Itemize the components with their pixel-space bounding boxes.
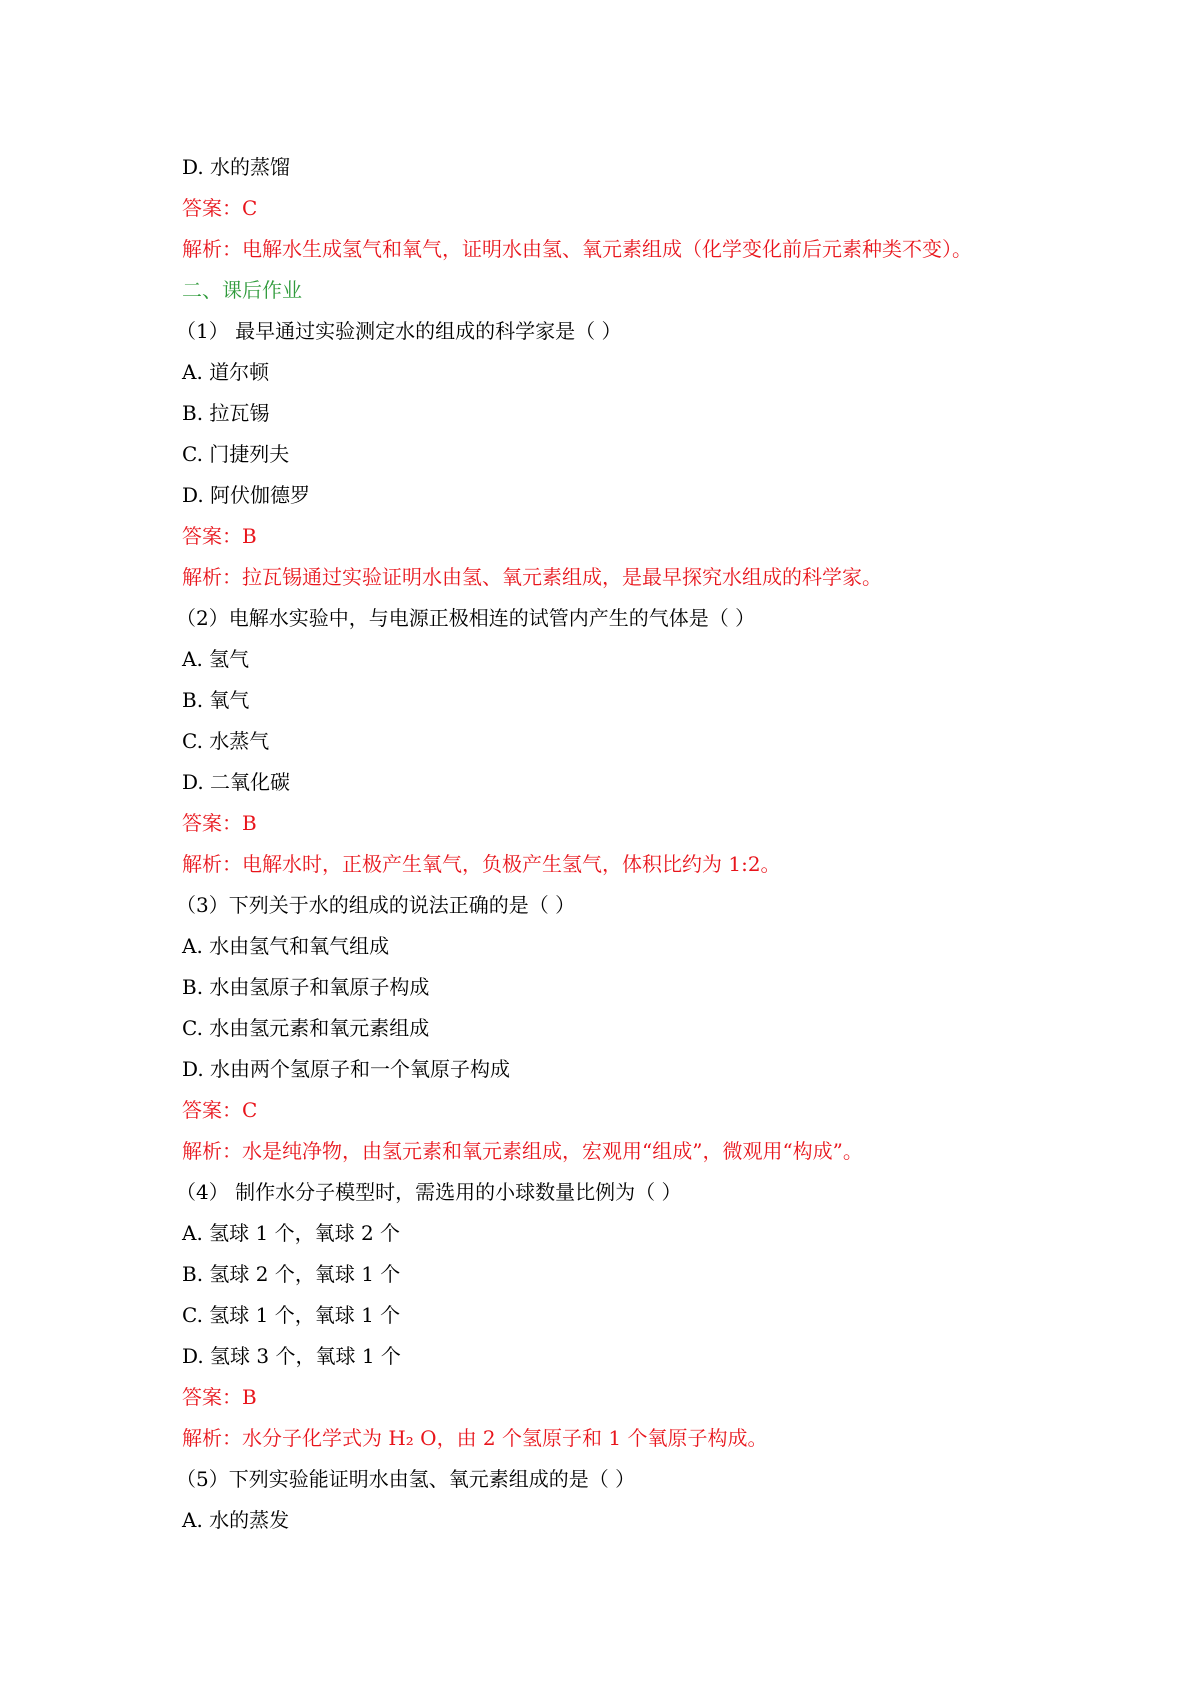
q4-explanation: 解析：水分子化学式为 H₂ O，由 2 个氢原子和 1 个氧原子构成。 bbox=[182, 1426, 768, 1450]
q3-option-d: D. 水由两个氢原子和一个氧原子构成 bbox=[182, 1057, 511, 1081]
q2-option-c: C. 水蒸气 bbox=[182, 729, 270, 753]
q2-option-d: D. 二氧化碳 bbox=[182, 770, 291, 794]
question-3: （3）下列关于水的组成的说法正确的是（ ） bbox=[176, 893, 576, 917]
q3-option-b: B. 水由氢原子和氧原子构成 bbox=[182, 975, 430, 999]
q3-answer: 答案：C bbox=[182, 1098, 258, 1122]
q4-option-c: C. 氢球 1 个，氧球 1 个 bbox=[182, 1303, 401, 1327]
q1-answer: 答案：B bbox=[182, 524, 257, 548]
q1-option-d: D. 阿伏伽德罗 bbox=[182, 483, 311, 507]
q5-option-a: A. 水的蒸发 bbox=[182, 1508, 290, 1532]
q3-option-c: C. 水由氢元素和氧元素组成 bbox=[182, 1016, 430, 1040]
question-4: （4） 制作水分子模型时，需选用的小球数量比例为（ ） bbox=[176, 1180, 682, 1204]
q4-option-d: D. 氢球 3 个，氧球 1 个 bbox=[182, 1344, 401, 1368]
q1-option-a: A. 道尔顿 bbox=[182, 360, 270, 384]
q4-answer: 答案：B bbox=[182, 1385, 257, 1409]
question-5: （5）下列实验能证明水由氢、氧元素组成的是（ ） bbox=[176, 1467, 636, 1491]
question-1: （1） 最早通过实验测定水的组成的科学家是（ ） bbox=[176, 319, 622, 343]
q3-explanation: 解析：水是纯净物，由氢元素和氧元素组成，宏观用“组成”，微观用“构成”。 bbox=[182, 1139, 863, 1163]
q2-answer: 答案：B bbox=[182, 811, 257, 835]
q1-option-b: B. 拉瓦锡 bbox=[182, 401, 270, 425]
q4-option-b: B. 氢球 2 个，氧球 1 个 bbox=[182, 1262, 401, 1286]
q1-option-c: C. 门捷列夫 bbox=[182, 442, 290, 466]
option-d-line: D. 水的蒸馏 bbox=[182, 155, 291, 179]
section-heading: 二、课后作业 bbox=[182, 278, 302, 302]
answer-line: 答案：C bbox=[182, 196, 258, 220]
q3-option-a: A. 水由氢气和氧气组成 bbox=[182, 934, 390, 958]
q2-option-a: A. 氢气 bbox=[182, 647, 250, 671]
q2-explanation: 解析：电解水时，正极产生氧气，负极产生氢气，体积比约为 1:2。 bbox=[182, 852, 781, 876]
question-2: （2）电解水实验中，与电源正极相连的试管内产生的气体是（ ） bbox=[176, 606, 756, 630]
explanation-line: 解析：电解水生成氢气和氧气，证明水由氢、氧元素组成（化学变化前后元素种类不变）。 bbox=[182, 237, 972, 261]
q2-option-b: B. 氧气 bbox=[182, 688, 250, 712]
q4-option-a: A. 氢球 1 个，氧球 2 个 bbox=[182, 1221, 401, 1245]
q1-explanation: 解析：拉瓦锡通过实验证明水由氢、氧元素组成，是最早探究水组成的科学家。 bbox=[182, 565, 882, 589]
